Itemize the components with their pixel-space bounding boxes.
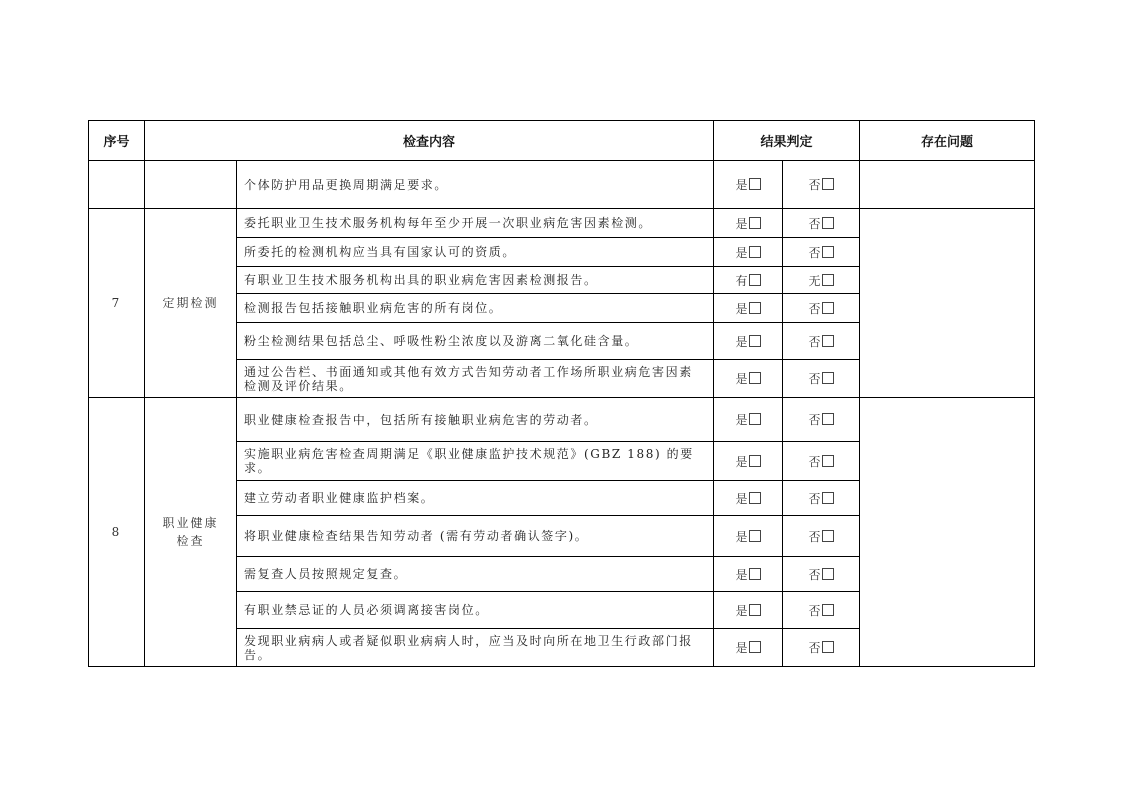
option-yes-label: 是 xyxy=(735,641,748,655)
checkbox-icon[interactable] xyxy=(749,641,761,653)
header-issues: 存在问题 xyxy=(860,121,1035,161)
option-no-label: 否 xyxy=(808,372,821,386)
option-yes-label: 是 xyxy=(735,529,748,544)
checkbox-icon[interactable] xyxy=(822,455,834,467)
option-no-label: 否 xyxy=(808,603,821,618)
option-no-label: 否 xyxy=(808,178,821,192)
option-no-label: 无 xyxy=(808,273,821,288)
check-item-text: 将职业健康检查结果告知劳动者 (需有劳动者确认签字)。 xyxy=(237,516,714,557)
option-yes-label: 是 xyxy=(735,413,748,427)
option-no[interactable] xyxy=(783,516,860,557)
table-row xyxy=(89,161,1035,209)
option-yes-label: 是 xyxy=(735,178,748,192)
option-no-label: 否 xyxy=(808,641,821,655)
checkbox-icon[interactable] xyxy=(749,302,761,314)
check-item-text: 有职业禁忌证的人员必须调离接害岗位。 xyxy=(237,592,714,629)
option-yes[interactable] xyxy=(714,481,783,516)
option-no-label: 否 xyxy=(808,567,821,582)
check-item-text: 有职业卫生技术服务机构出具的职业病危害因素检测报告。 xyxy=(237,267,714,294)
checkbox-icon[interactable] xyxy=(749,530,761,542)
option-yes[interactable] xyxy=(714,516,783,557)
option-yes-label: 是 xyxy=(735,245,748,260)
option-no-label: 否 xyxy=(808,245,821,260)
table-row xyxy=(89,398,1035,442)
issues-cell[interactable] xyxy=(860,161,1035,209)
check-item-text: 检测报告包括接触职业病危害的所有岗位。 xyxy=(237,294,714,323)
check-item-text: 需复查人员按照规定复查。 xyxy=(237,557,714,592)
checkbox-icon[interactable] xyxy=(822,335,834,347)
option-yes[interactable] xyxy=(714,557,783,592)
issues-cell[interactable] xyxy=(860,398,1035,667)
section-category xyxy=(145,161,237,209)
checkbox-icon[interactable] xyxy=(822,302,834,314)
option-yes[interactable] xyxy=(714,360,783,398)
checkbox-icon[interactable] xyxy=(822,178,834,190)
header-content: 检查内容 xyxy=(145,121,714,161)
option-no[interactable] xyxy=(783,442,860,481)
checkbox-icon[interactable] xyxy=(822,372,834,384)
check-item-text: 发现职业病病人或者疑似职业病病人时，应当及时向所在地卫生行政部门报告。 xyxy=(237,629,714,667)
checkbox-icon[interactable] xyxy=(822,568,834,580)
checkbox-icon[interactable] xyxy=(749,246,761,258)
option-no[interactable] xyxy=(783,360,860,398)
option-no-label: 否 xyxy=(808,216,821,231)
section-seq: 8 xyxy=(89,398,145,667)
checkbox-icon[interactable] xyxy=(749,274,761,286)
checkbox-icon[interactable] xyxy=(822,604,834,616)
option-yes[interactable] xyxy=(714,323,783,360)
table-body xyxy=(89,161,1035,667)
option-yes-label: 是 xyxy=(735,454,748,469)
option-yes[interactable] xyxy=(714,398,783,442)
checkbox-icon[interactable] xyxy=(749,413,761,425)
checkbox-icon[interactable] xyxy=(749,372,761,384)
option-yes[interactable] xyxy=(714,442,783,481)
check-item-text: 委托职业卫生技术服务机构每年至少开展一次职业病危害因素检测。 xyxy=(237,209,714,238)
option-no-label: 否 xyxy=(808,529,821,544)
option-no-label: 否 xyxy=(808,413,821,427)
option-yes-label: 是 xyxy=(735,603,748,618)
checkbox-icon[interactable] xyxy=(749,335,761,347)
option-yes-label: 是 xyxy=(735,334,748,349)
option-yes-label: 是 xyxy=(735,567,748,582)
table-row xyxy=(89,209,1035,238)
inspection-table xyxy=(88,120,1035,667)
option-no[interactable] xyxy=(783,557,860,592)
checkbox-icon[interactable] xyxy=(749,604,761,616)
option-no[interactable] xyxy=(783,481,860,516)
option-yes[interactable] xyxy=(714,209,783,238)
checkbox-icon[interactable] xyxy=(822,492,834,504)
option-yes[interactable] xyxy=(714,294,783,323)
checkbox-icon[interactable] xyxy=(822,217,834,229)
checkbox-icon[interactable] xyxy=(749,455,761,467)
option-no-label: 否 xyxy=(808,334,821,349)
option-yes-label: 是 xyxy=(735,491,748,506)
option-no-label: 否 xyxy=(808,301,821,316)
header-seq: 序号 xyxy=(89,121,145,161)
checkbox-icon[interactable] xyxy=(822,413,834,425)
checkbox-icon[interactable] xyxy=(749,568,761,580)
option-yes[interactable] xyxy=(714,161,783,209)
section-seq: 7 xyxy=(89,209,145,398)
checkbox-icon[interactable] xyxy=(749,217,761,229)
checkbox-icon[interactable] xyxy=(749,178,761,190)
check-item-text: 职业健康检查报告中，包括所有接触职业病危害的劳动者。 xyxy=(237,398,714,442)
option-no[interactable] xyxy=(783,209,860,238)
option-no[interactable] xyxy=(783,323,860,360)
check-item-text: 粉尘检测结果包括总尘、呼吸性粉尘浓度以及游离二氧化硅含量。 xyxy=(237,323,714,360)
check-item-text: 实施职业病危害检查周期满足《职业健康监护技术规范》(GBZ 188) 的要求。 xyxy=(237,442,714,481)
checkbox-icon[interactable] xyxy=(749,492,761,504)
section-category: 定期检测 xyxy=(145,209,237,398)
option-yes-label: 是 xyxy=(735,301,748,316)
check-item-text: 建立劳动者职业健康监护档案。 xyxy=(237,481,714,516)
check-item-text: 个体防护用品更换周期满足要求。 xyxy=(237,161,714,209)
option-yes[interactable] xyxy=(714,629,783,667)
option-no[interactable] xyxy=(783,267,860,294)
checkbox-icon[interactable] xyxy=(822,274,834,286)
option-yes[interactable] xyxy=(714,592,783,629)
header-row xyxy=(89,121,1035,161)
option-yes[interactable] xyxy=(714,238,783,267)
option-no[interactable] xyxy=(783,294,860,323)
checkbox-icon[interactable] xyxy=(822,246,834,258)
checkbox-icon[interactable] xyxy=(822,530,834,542)
option-no-label: 否 xyxy=(808,454,821,469)
option-yes[interactable] xyxy=(714,267,783,294)
issues-cell[interactable] xyxy=(860,209,1035,398)
option-yes-label: 有 xyxy=(735,273,748,288)
option-no-label: 否 xyxy=(808,491,821,506)
header-judgment: 结果判定 xyxy=(714,121,860,161)
option-no[interactable] xyxy=(783,592,860,629)
check-item-text: 所委托的检测机构应当具有国家认可的资质。 xyxy=(237,238,714,267)
option-yes-label: 是 xyxy=(735,372,748,386)
section-seq xyxy=(89,161,145,209)
option-no[interactable] xyxy=(783,629,860,667)
option-no[interactable] xyxy=(783,398,860,442)
option-no[interactable] xyxy=(783,238,860,267)
section-category: 职业健康检查 xyxy=(145,398,237,667)
option-yes-label: 是 xyxy=(735,216,748,231)
check-item-text: 通过公告栏、书面通知或其他有效方式告知劳动者工作场所职业病危害因素检测及评价结果。 xyxy=(237,360,714,398)
option-no[interactable] xyxy=(783,161,860,209)
checkbox-icon[interactable] xyxy=(822,641,834,653)
